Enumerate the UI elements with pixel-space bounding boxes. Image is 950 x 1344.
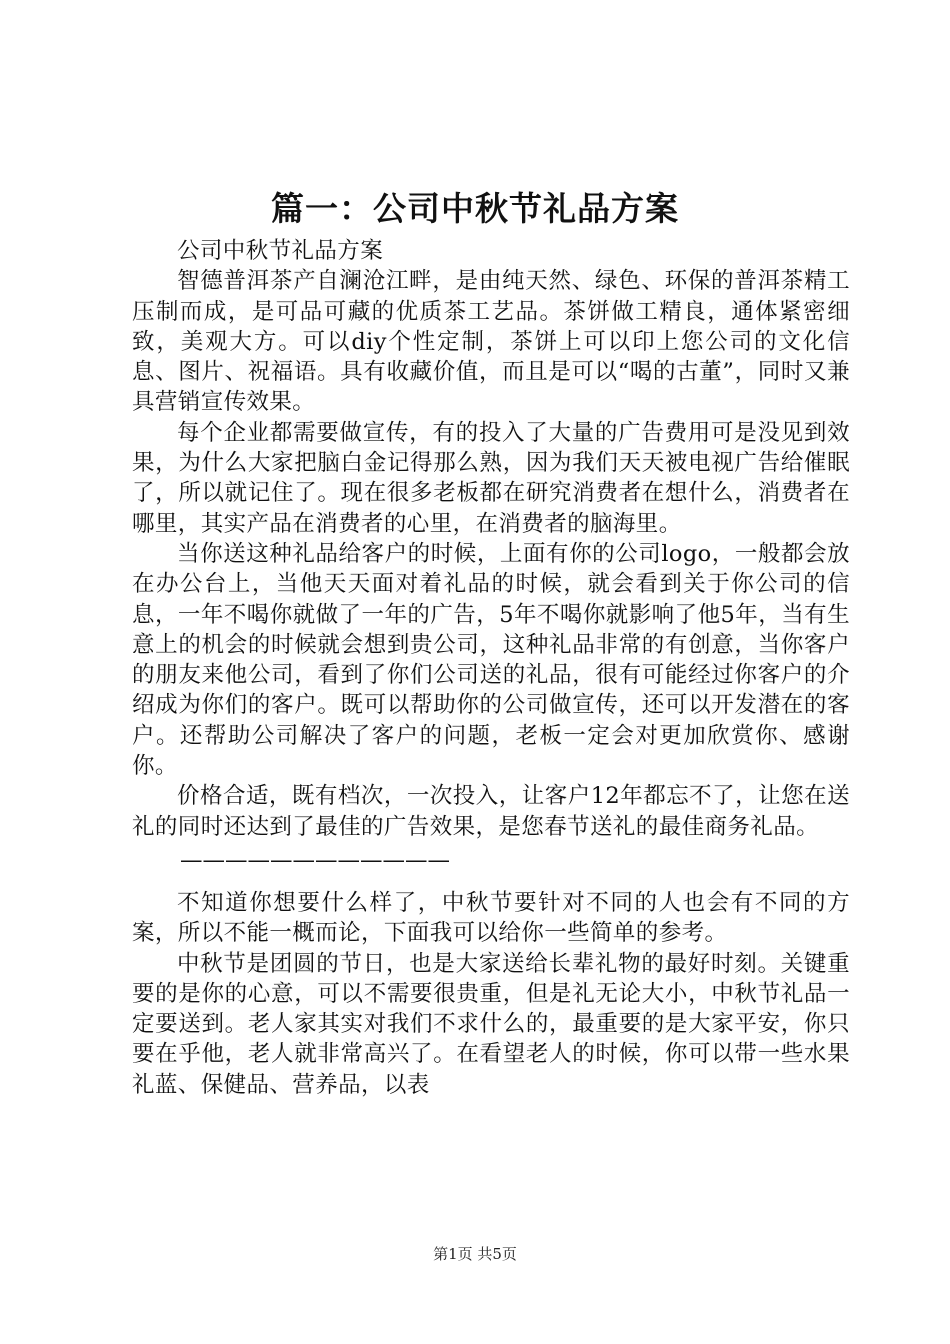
paragraph-subtitle: 公司中秋节礼品方案 — [177, 238, 384, 264]
spacer — [132, 878, 850, 888]
paragraph: 不知道你想要什么样了，中秋节要针对不同的人也会有不同的方案，所以不能一概而论，下面我可以给你一些简单的参考。 — [132, 889, 850, 947]
page-footer: 第1页 共5页 — [433, 1245, 517, 1263]
document-body — [132, 236, 850, 1100]
paragraph: 智德普洱茶产自澜沧江畔，是由纯天然、绿色、环保的普洱茶精工压制而成，是可品可藏的优质茶工艺品。茶饼做工精良，通体紧密细致，美观大方。可以diy个性定制，茶饼上可以印上您公司的文化信息、图片、祝福语。具有收藏价值，而且是可以“喝的古董”，同时又兼具营销宣传效果。 — [132, 268, 850, 416]
paragraph: 中秋节是团圆的节日，也是大家送给长辈礼物的最好时刻。关键重要的是你的心意，可以不需要很贵重，但是礼无论大小，中秋节礼品一定要送到。老人家其实对我们不求什么的，最重要的是大家平安，你只要在乎他，老人就非常高兴了。在看望老人的时候，你可以带一些水果礼蓝、保健品、营养品，以表 — [132, 950, 850, 1098]
paragraph: 价格合适，既有档次，一次投入，让客户12年都忘不了，让您在送礼的同时还达到了最佳的广告效果，是您春节送礼的最佳商务礼品。 — [132, 783, 850, 840]
document-title: 篇一：公司中秋节礼品方案 — [271, 189, 679, 228]
section-divider: ———————————— — [180, 846, 450, 873]
paragraph: 每个企业都需要做宣传，有的投入了大量的广告费用可是没见到效果，为什么大家把脑白金记得那么熟，因为我们天天被电视广告给催眠了，所以就记住了。现在很多老板都在研究消费者在想什么，消费者在哪里，其实产品在消费者的心里，在消费者的脑海里。 — [132, 419, 850, 537]
paragraph: 当你送这种礼品给客户的时候，上面有你的公司logo，一般都会放在办公台上，当他天天面对着礼品的时候，就会看到关于你公司的信息，一年不喝你就做了一年的广告，5年不喝你就影响了他5年，当有生意上的机会的时候就会想到贵公司，这种礼品非常的有创意，当你客户的朋友来他公司，看到了你们公司送的礼品，很有可能经过你客户的介绍成为你们的客户。既可以帮助你的公司做宣传，还可以开发潜在的客户。还帮助公司解决了客户的问题，老板一定会对更加欣赏你、感谢你。 — [132, 540, 850, 780]
